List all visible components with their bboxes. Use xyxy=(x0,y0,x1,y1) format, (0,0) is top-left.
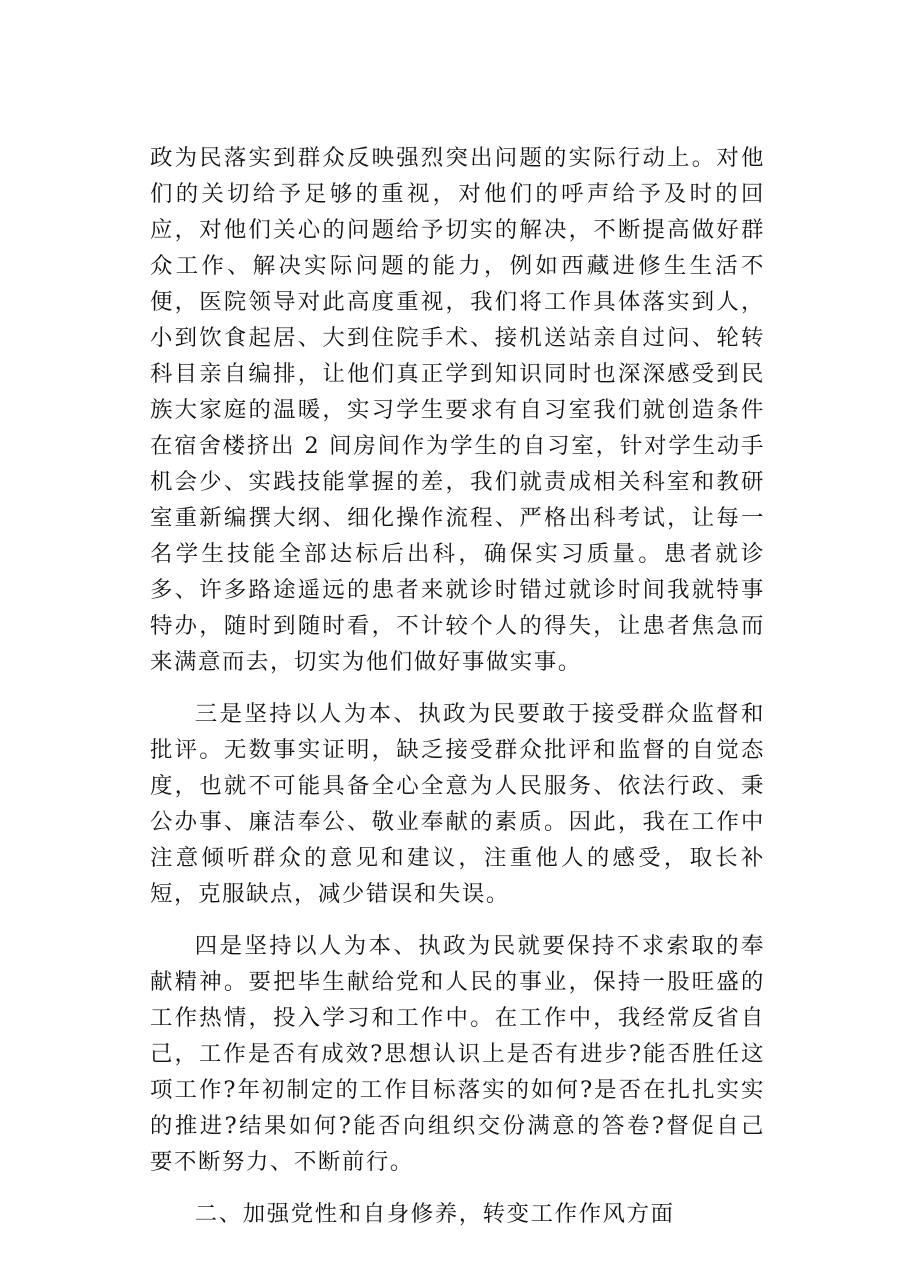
paragraph-point-four: 四是坚持以人为本、执政为民就要保持不求索取的奉献精神。要把毕生献给党和人民的事业，保持一股旺盛的工作热情，投入学习和工作中。在工作中，我经常反省自己，工作是否有成效?思想认识上是否有进步?能否胜任这项工作?年初制定的工作目标落实的如何?是否在扎扎实实的推进?结果如何?能否向组织交份满意的答卷?督促自己要不断努力、不断前行。 xyxy=(150,933,765,1175)
paragraph-point-three: 三是坚持以人为本、执政为民要敢于接受群众监督和批评。无数事实证明，缺乏接受群众批评和监督的自觉态度，也就不可能具备全心全意为人民服务、依法行政、秉公办事、廉洁奉公、敬业奉献的素质。因此，我在工作中注意倾听群众的意见和建议，注重他人的感受，取长补短，克服缺点，减少错误和失误。 xyxy=(150,701,765,907)
document-body xyxy=(150,140,765,1248)
section-heading-two: 二、加强党性和自身修养，转变工作作风方面 xyxy=(194,1201,675,1227)
paragraph-continuation: 政为民落实到群众反映强烈突出问题的实际行动上。对他们的关切给予足够的重视，对他们的呼声给予及时的回应，对他们关心的问题给予切实的解决，不断提高做好群众工作、解决实际问题的能力，例如西藏进修生生活不便，医院领导对此高度重视，我们将工作具体落实到人，小到饮食起居、大到住院手术、接机送站亲自过问、轮转科目亲自编排，让他们真正学到知识同时也深深感受到民族大家庭的温暖，实习学生要求有自习室我们就创造条件在宿舍楼挤出 2 间房间作为学生的自习室，针对学生动手机会少、实践技能掌握的差，我们就责成相关科室和教研室重新编撰大纲、细化操作流程、严格出科考试，让每一名学生技能全部达标后出科，确保实习质量。患者就诊多、许多路途遥远的患者来就诊时错过就诊时间我就特事特办，随时到随时看，不计较个人的得失，让患者焦急而来满意而去，切实为他们做好事做实事。 xyxy=(150,145,765,675)
